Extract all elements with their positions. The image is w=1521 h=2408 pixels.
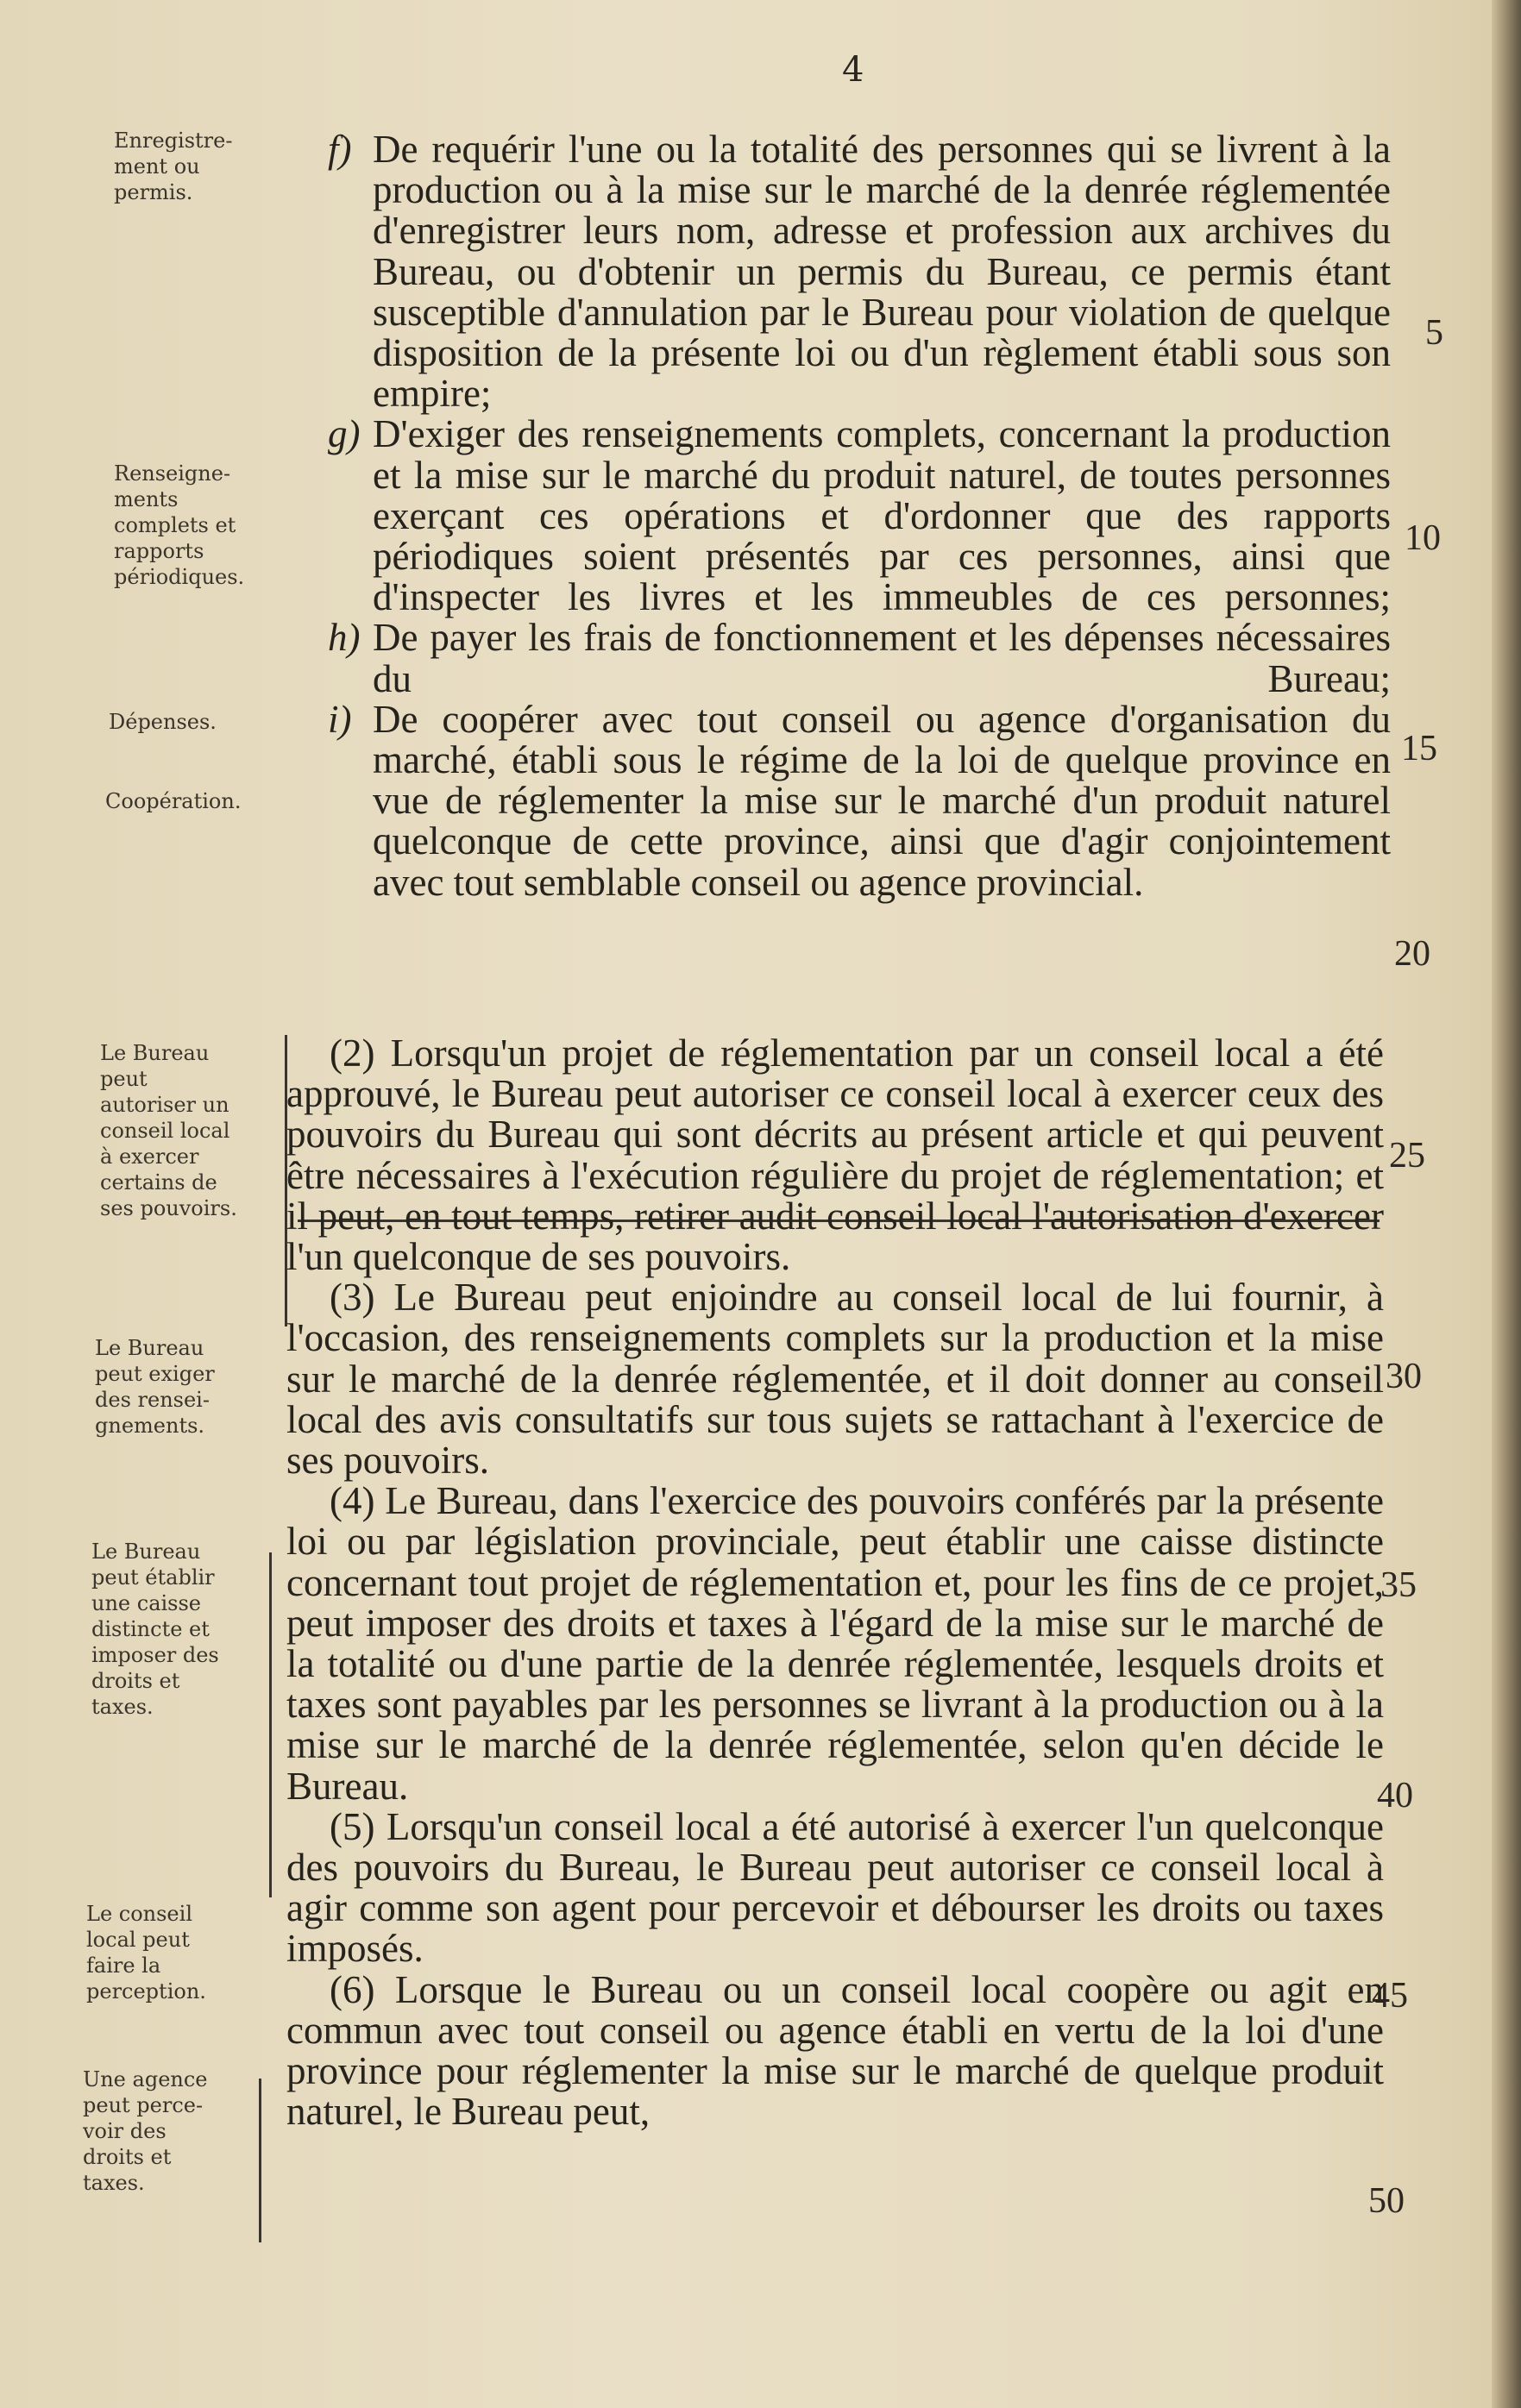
item-text: De payer les frais de fonctionnement et les dépenses nécessaires du Bureau; [373,616,1391,700]
margin-note-agence: Une agence peut perce- voir des droits et taxes. [83,2067,208,2195]
line-number-45: 45 [1372,1976,1408,2016]
line-number-5: 5 [1425,313,1443,353]
item-i [328,697,1391,904]
subsection-6: (6) Lorsque le Bureau ou un conseil local coopère ou agit en commun avec tout conseil ou agence établi en vertu de la loi d'une province pour réglementer la mise sur le marché de quelque produit naturel, le Bureau peut, [286,1967,1384,2134]
margin-bar-subsection-4 [269,1552,272,1897]
subsection-3: (3) Le Bureau peut enjoindre au conseil local de lui fournir, à l'occasion, des renseignements complets sur la production et la mise sur le marché de la denrée réglementée, et il doit donner au conseil local des avis consultatifs sur tous sujets se rattachant à l'exercice de ses pouvoirs. [286,1276,1384,1483]
margin-note-caisse: Le Bureau peut établir une caisse distincte et imposer des droits et taxes. [91,1539,219,1719]
line-number-30: 30 [1386,1357,1422,1396]
margin-note-perception: Le conseil local peut faire la perception. [86,1902,206,2004]
subsection-5: (5) Lorsqu'un conseil local a été autorisé à exercer l'un quelconque des pouvoirs du Bureau, le Bureau peut autoriser ce conseil local à agir comme son agent pour percevoir et débourser les droits ou taxes imposés. [286,1804,1384,1971]
margin-note-exiger: Le Bureau peut exiger des rensei- gnements. [95,1336,215,1438]
item-text: De requérir l'une ou la totalité des personnes qui se livrent à la production ou à la mise sur le marché de la denrée réglementée d'enregistrer leurs nom, adresse et profession aux archives du Bureau, ou d'obtenir un permis du Bureau, ce permis étant susceptible d'annulation par le Bureau pour violation de quelque disposition de la présente loi ou d'un règlement établi sous son empire; [373,128,1391,416]
line-number-40: 40 [1377,1776,1413,1815]
item-g [328,412,1391,619]
subsection-4: (4) Le Bureau, dans l'exercice des pouvoirs conférés par la présente loi ou par législation provinciale, peut établir une caisse distincte concernant tout projet de réglementation et, pour les fins de ce projet, peut imposer des droits et taxes à l'égard de la mise sur le marché de la totalité ou d'une partie de la denrée réglementée, lesquels droits et taxes sont payables par les personnes se livrant à la production ou à la mise sur le marché de la denrée réglementée, selon qu'en décide le Bureau. [286,1479,1384,1808]
item-label: f) [328,128,352,171]
item-text: D'exiger des renseignements complets, concernant la production et la mise sur le marché du produit naturel, de toutes personnes exerçant ces opérations et d'ordonner que des rapports périodiques soient présentés par ces personnes, ainsi que d'inspecter les livres et les immeubles de ces personnes; [373,412,1391,619]
margin-note-depenses: Dépenses. [109,710,217,734]
margin-note-autoriser: Le Bureau peut autoriser un conseil local à exercer certains de ses pouvoirs. [100,1041,237,1220]
margin-note-cooperation: Coopération. [105,789,242,813]
items-block [328,128,1391,904]
margin-note-enregistrement: Enregistre- ment ou permis. [114,129,233,204]
line-number-25: 25 [1389,1136,1425,1176]
page-number: 4 [842,50,865,90]
line-number-10: 10 [1405,518,1441,558]
subsection-2: (2) Lorsqu'un projet de réglementation par un conseil local a été approuvé, le Bureau peut autoriser ce conseil local à exercer ceux des pouvoirs du Bureau qui sont décrits au présent article et qui peuvent être nécessaires à l'exécution régulière du projet de réglementation; et il peut, en tout temps, retirer audit conseil local l'autorisation d'exercer l'un quelconque de ses pouvoirs. [286,1032,1384,1279]
line-number-15: 15 [1401,729,1437,768]
margin-bar-subsection-6 [259,2079,261,2242]
book-spine-edge [1492,0,1521,2408]
line-number-20: 20 [1394,934,1430,974]
item-text: De coopérer avec tout conseil ou agence d'organisation du marché, établi sous le régime de la loi de quelque province en vue de réglementer la mise sur le marché d'un produit naturel quelconque de cette province, ainsi que d'agir conjointement avec tout semblable conseil ou agence provincial. [373,697,1391,904]
margin-note-renseignements: Renseigne- ments complets et rapports périodiques. [114,461,245,589]
item-label: g) [328,412,361,456]
line-number-35: 35 [1380,1565,1417,1605]
item-label: h) [328,616,361,660]
item-h [328,616,1391,700]
subsections-block [286,1033,1384,2132]
line-number-50: 50 [1368,2181,1405,2221]
item-label: i) [328,697,352,741]
item-f [328,128,1391,416]
